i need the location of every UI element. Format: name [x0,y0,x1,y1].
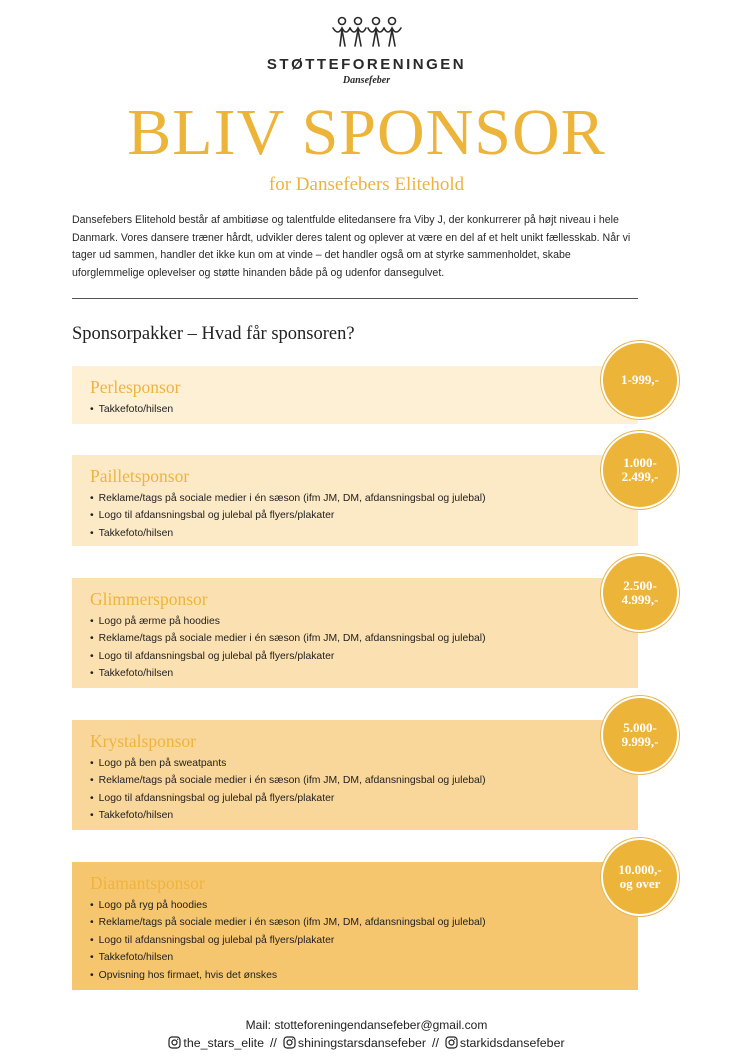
benefit-item: • Logo til afdansningsbal og julebal på flyers/plakater [90,648,638,665]
benefit-item: • Logo til afdansningsbal og julebal på flyers/plakater [90,507,638,524]
package-name: Glimmersponsor [90,589,208,609]
benefit-item: • Takkefoto/hilsen [90,665,638,682]
instagram-handle[interactable]: the_stars_elite [183,1036,264,1050]
instagram-handle[interactable]: starkidsdansefeber [459,1036,565,1050]
package-name: Diamantsponsor [90,873,205,893]
section-title: Sponsorpakker – Hvad får sponsoren? [72,324,355,344]
package-name: Pailletsponsor [90,466,190,486]
benefit-item: • Reklame/tags på sociale medier i én sæson (ifm JM, DM, afdansningsbal og julebal) [90,914,638,931]
social-handles [0,1036,733,1050]
separator: // [432,1036,439,1050]
package-name: Krystalsponsor [90,731,196,751]
price-badge: 1-999,- [603,343,677,417]
package-diamantsponsor [72,862,638,990]
package-name: Perlesponsor [90,377,181,397]
benefit-item: • Logo på ærme på hoodies [90,613,638,630]
benefit-item: • Takkefoto/hilsen [90,401,638,418]
page-subtitle: for Dansefebers Elitehold [268,174,465,195]
package-benefits [90,755,638,825]
org-name: STØTTEFORENINGEN [266,56,467,73]
org-subname: Dansefeber [342,75,391,86]
benefit-item: • Logo til afdansningsbal og julebal på flyers/plakater [90,932,638,949]
instagram-icon [445,1036,458,1049]
price-badge: 2.500- 4.999,- [603,556,677,630]
package-benefits [90,490,638,542]
benefit-item: • Reklame/tags på sociale medier i én sæson (ifm JM, DM, afdansningsbal og julebal) [90,630,638,647]
benefit-item: • Takkefoto/hilsen [90,525,638,542]
benefit-item: • Takkefoto/hilsen [90,949,638,966]
instagram-icon [168,1036,181,1049]
price-badge: 5.000- 9.999,- [603,698,677,772]
contact-email: Mail: stotteforeningendansefeber@gmail.com [245,1018,488,1032]
package-benefits [90,613,638,683]
benefit-item: • Takkefoto/hilsen [90,807,638,824]
intro-paragraph: Dansefebers Elitehold består af ambitiøse og talentfulde elitedansere fra Viby J, der konkurrerer på højt niveau i hele Danmark. Vores dansere træner hårdt, udvikler deres talent og oplever at være en del af et helt unikt fællesskab. Når vi tager ud sammen, handler det ikke kun om at vinde – det handler også om at styrke sammenholdet, skabe uforglemmelige oplevelser og støtte hinanden både på og udenfor dansegulvet. [72,214,631,279]
instagram-icon [283,1036,296,1049]
benefit-item: • Logo på ben på sweatpants [90,755,638,772]
separator: // [269,1036,277,1050]
benefit-item: • Opvisning hos firmaet, hvis det ønskes [90,967,638,984]
instagram-handle[interactable]: shiningstarsdansefeber [297,1036,426,1050]
price-badge: 10.000,- og over [603,840,677,914]
package-glimmersponsor [72,578,638,688]
price-badge: 1.000- 2.499,- [603,433,677,507]
benefit-item: • Logo på ryg på hoodies [90,897,638,914]
benefit-item: • Logo til afdansningsbal og julebal på flyers/plakater [90,790,638,807]
benefit-item: • Reklame/tags på sociale medier i én sæson (ifm JM, DM, afdansningsbal og julebal) [90,772,638,789]
package-benefits [90,401,638,418]
package-pailletsponsor [72,455,638,546]
page-title: BLIV SPONSOR [127,96,606,169]
dancers-logo-icon [330,16,404,50]
org-logo [0,16,733,86]
package-perlesponsor [72,366,638,424]
divider [72,298,638,299]
benefit-item: • Reklame/tags på sociale medier i én sæson (ifm JM, DM, afdansningsbal og julebal) [90,490,638,507]
package-benefits [90,897,638,984]
package-krystalsponsor [72,720,638,830]
